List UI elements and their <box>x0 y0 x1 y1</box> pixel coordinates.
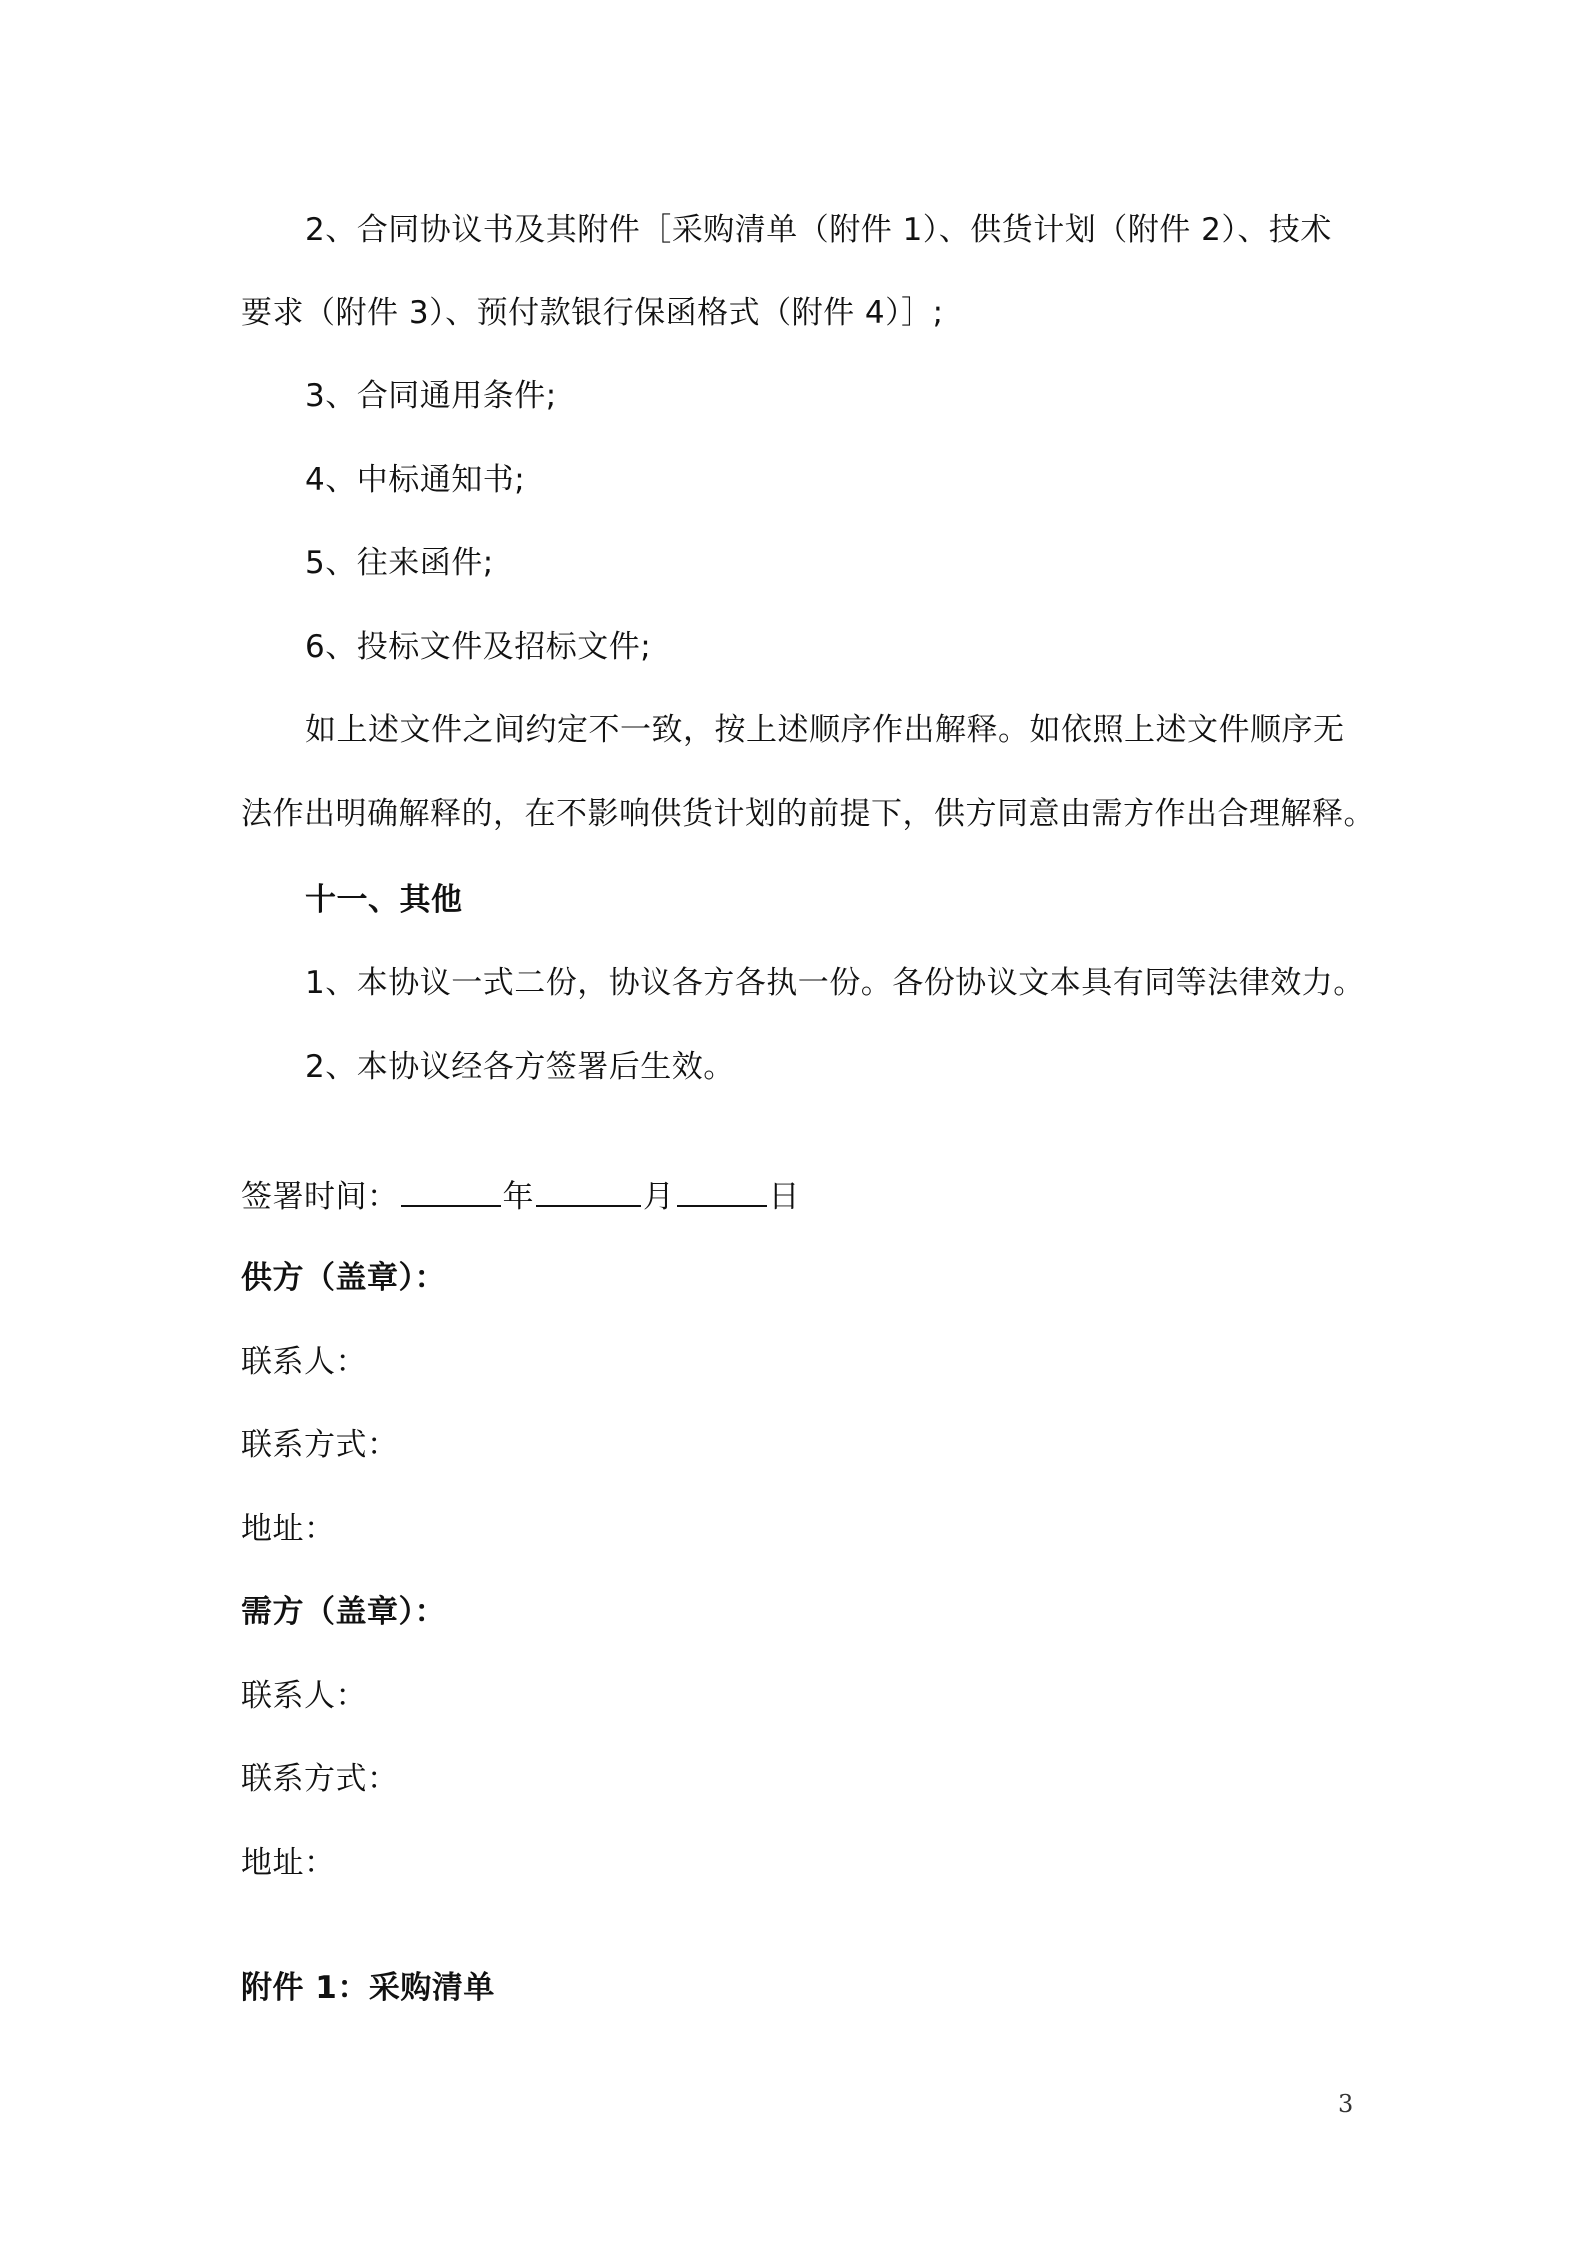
doc-item-4: 4、中标通知书; <box>305 462 526 498</box>
year-label: 年 <box>502 1179 534 1215</box>
day-blank <box>677 1175 767 1207</box>
priority-paragraph-line-1: 如上述文件之间约定不一致，按上述顺序作出解释。如依照上述文件顺序无 <box>305 712 1345 748</box>
supplier-seal-heading: 供方（盖章）： <box>241 1260 446 1296</box>
supplier-phone-label: 联系方式： <box>241 1427 399 1463</box>
doc-item-6: 6、投标文件及招标文件; <box>305 629 652 665</box>
other-item-2: 2、本协议经各方签署后生效。 <box>305 1049 735 1085</box>
doc-item-2-line-2: 要求（附件 3）、预付款银行保函格式（附件 4）］; <box>241 295 944 331</box>
doc-item-5: 5、往来函件; <box>305 545 494 581</box>
attachment-1-heading: 附件 1：采购清单 <box>241 1970 495 2006</box>
supplier-address-label: 地址： <box>241 1511 336 1547</box>
signing-date-row <box>241 1175 800 1217</box>
buyer-address-label: 地址： <box>241 1845 336 1881</box>
priority-paragraph-line-2: 法作出明确解释的，在不影响供货计划的前提下，供方同意由需方作出合理解释。 <box>241 796 1375 832</box>
year-blank <box>401 1175 501 1207</box>
buyer-contact-label: 联系人： <box>241 1678 367 1714</box>
doc-item-2-line-1: 2、合同协议书及其附件［采购清单（附件 1）、供货计划（附件 2）、技术 <box>305 212 1332 248</box>
other-item-1: 1、本协议一式二份，协议各方各执一份。各份协议文本具有同等法律效力。 <box>305 965 1365 1001</box>
month-blank <box>536 1175 641 1207</box>
supplier-contact-label: 联系人： <box>241 1344 367 1380</box>
month-label: 月 <box>643 1179 675 1215</box>
doc-item-3: 3、合同通用条件; <box>305 378 557 414</box>
section-heading-other: 十一、其他 <box>305 882 463 918</box>
buyer-seal-heading: 需方（盖章）： <box>241 1594 446 1630</box>
day-label: 日 <box>768 1179 800 1215</box>
signing-date-label: 签署时间： <box>241 1179 399 1215</box>
buyer-phone-label: 联系方式： <box>241 1761 399 1797</box>
page-number: 3 <box>1338 2090 1354 2118</box>
